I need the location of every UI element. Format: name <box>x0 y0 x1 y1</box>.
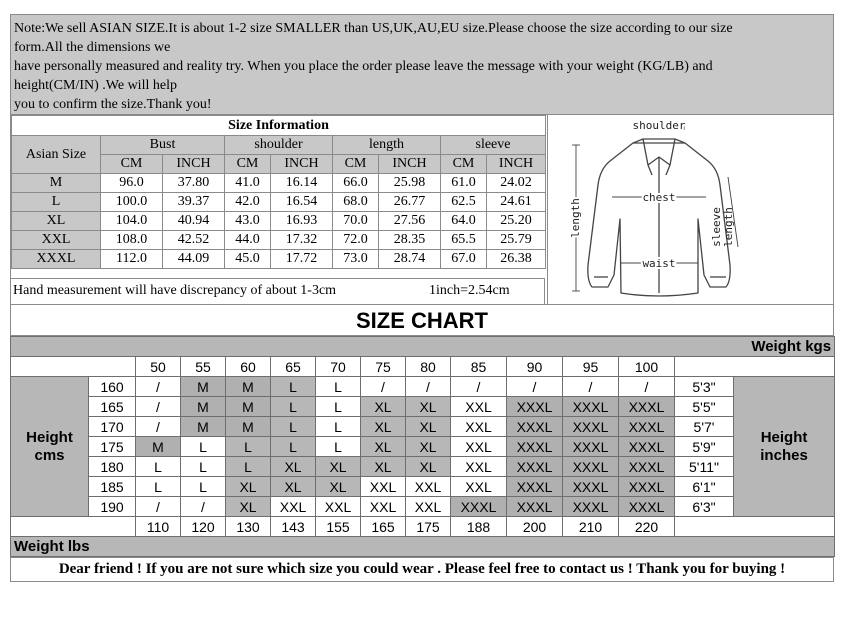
size-cell: XXL <box>451 417 507 437</box>
size-value: 17.72 <box>271 250 333 269</box>
height-row <box>11 497 835 517</box>
size-information-title: Size Information <box>12 116 546 136</box>
size-value: 100.0 <box>101 193 163 212</box>
measurement-note <box>11 278 545 304</box>
size-cell: XL <box>361 437 406 457</box>
size-row <box>12 250 546 269</box>
size-cell: XXXL <box>451 497 507 517</box>
note-line: form.All the dimensions we <box>14 40 171 55</box>
size-cell: XXL <box>361 497 406 517</box>
size-cell: XXXL <box>619 397 675 417</box>
height-inch-cell: 6'1" <box>675 477 734 497</box>
size-value: 25.79 <box>487 231 546 250</box>
unit-header: INCH <box>487 155 546 174</box>
height-inch-cell: 5'11" <box>675 457 734 477</box>
size-value: 68.0 <box>333 193 379 212</box>
size-cell: M <box>226 417 271 437</box>
size-name: XXXL <box>12 250 101 269</box>
size-value: 72.0 <box>333 231 379 250</box>
shirt-icon <box>588 139 730 296</box>
size-note <box>10 14 834 115</box>
weight-kg-cell: 100 <box>619 357 675 377</box>
diagram-label-sleeve: sleeve <box>710 207 723 247</box>
size-cell: / <box>406 377 451 397</box>
height-inches-label-line1: Height <box>760 428 808 446</box>
size-cell: XXL <box>451 397 507 417</box>
weight-kg-cell: 65 <box>271 357 316 377</box>
weight-kgs-label: Weight kgs <box>11 337 835 357</box>
weight-kg-cell: 90 <box>507 357 563 377</box>
size-cell: XXXL <box>619 417 675 437</box>
size-cell: L <box>316 377 361 397</box>
note-line: you to confirm the size.Thank you! <box>14 97 212 112</box>
size-cell: L <box>316 417 361 437</box>
blank-cell <box>675 517 835 537</box>
size-cell: / <box>136 397 181 417</box>
size-cell: XXL <box>271 497 316 517</box>
size-guide <box>10 14 834 582</box>
contact-footer: Dear friend ! If you are not sure which size you could wear . Please feel free to contact us ! Thank you for buying ! <box>10 557 834 582</box>
note-line: Note:We sell ASIAN SIZE.It is about 1-2 size SMALLER than US,UK,AU,EU size.Please choose the size according to our size <box>14 21 733 36</box>
size-cell: XXXL <box>507 397 563 417</box>
size-cell: L <box>226 437 271 457</box>
size-value: 39.37 <box>163 193 225 212</box>
unit-header: CM <box>101 155 163 174</box>
size-chart-table <box>10 336 835 557</box>
size-cell: XXXL <box>507 457 563 477</box>
size-cell: L <box>316 437 361 457</box>
size-cell: XXXL <box>507 417 563 437</box>
size-cell: / <box>451 377 507 397</box>
size-cell: XXXL <box>563 417 619 437</box>
height-row <box>11 397 835 417</box>
size-value: 16.14 <box>271 174 333 193</box>
size-cell: / <box>361 377 406 397</box>
shirt-diagram-svg <box>548 115 834 304</box>
size-value: 64.0 <box>441 212 487 231</box>
size-name: M <box>12 174 101 193</box>
height-row <box>11 377 835 397</box>
size-cell: / <box>619 377 675 397</box>
height-cm-cell: 160 <box>89 377 136 397</box>
height-cm-cell: 175 <box>89 437 136 457</box>
size-name: L <box>12 193 101 212</box>
size-cell: M <box>226 377 271 397</box>
weight-kg-cell: 85 <box>451 357 507 377</box>
size-cell: XL <box>406 437 451 457</box>
size-cell: M <box>181 417 226 437</box>
size-cell: XXL <box>451 437 507 457</box>
size-value: 45.0 <box>225 250 271 269</box>
size-cell: / <box>507 377 563 397</box>
group-header-bust: Bust <box>101 136 225 155</box>
weight-lb-cell: 155 <box>316 517 361 537</box>
size-value: 44.0 <box>225 231 271 250</box>
size-cell: XXL <box>406 497 451 517</box>
asian-size-header: Asian Size <box>12 136 101 174</box>
diagram-label-chest: chest <box>642 191 676 204</box>
height-inches-label-line2: inches <box>760 446 808 464</box>
size-value: 42.0 <box>225 193 271 212</box>
size-name: XXL <box>12 231 101 250</box>
weight-kg-cell: 80 <box>406 357 451 377</box>
diagram-label-waist: waist <box>642 257 676 270</box>
size-value: 104.0 <box>101 212 163 231</box>
size-cell: XL <box>406 417 451 437</box>
size-row <box>12 231 546 250</box>
size-value: 112.0 <box>101 250 163 269</box>
inch-conversion-note: 1inch=2.54cm <box>429 283 510 298</box>
size-value: 61.0 <box>441 174 487 193</box>
size-value: 26.38 <box>487 250 546 269</box>
size-cell: XL <box>361 397 406 417</box>
unit-header: INCH <box>163 155 225 174</box>
size-cell: M <box>136 437 181 457</box>
height-row <box>11 437 835 457</box>
size-value: 96.0 <box>101 174 163 193</box>
size-row <box>12 193 546 212</box>
size-value: 16.93 <box>271 212 333 231</box>
size-value: 40.94 <box>163 212 225 231</box>
weight-lb-cell: 110 <box>136 517 181 537</box>
size-cell: / <box>563 377 619 397</box>
size-information-rows <box>12 174 546 269</box>
size-value: 65.5 <box>441 231 487 250</box>
size-cell: XXXL <box>619 497 675 517</box>
size-value: 42.52 <box>163 231 225 250</box>
size-value: 66.0 <box>333 174 379 193</box>
size-cell: XL <box>361 457 406 477</box>
size-value: 25.98 <box>379 174 441 193</box>
size-chart-title: SIZE CHART <box>10 304 834 336</box>
size-name: XL <box>12 212 101 231</box>
weight-lb-cell: 143 <box>271 517 316 537</box>
size-cell: L <box>316 397 361 417</box>
size-cell: XXL <box>361 477 406 497</box>
group-header-length: length <box>333 136 441 155</box>
size-value: 24.61 <box>487 193 546 212</box>
size-value: 26.77 <box>379 193 441 212</box>
group-header-sleeve: sleeve <box>441 136 546 155</box>
size-value: 43.0 <box>225 212 271 231</box>
weight-lb-cell: 165 <box>361 517 406 537</box>
height-inch-cell: 5'9" <box>675 437 734 457</box>
note-line: height(CM/IN) .We will help <box>14 78 177 93</box>
weight-kg-cell: 95 <box>563 357 619 377</box>
weight-lb-cell: 220 <box>619 517 675 537</box>
size-cell: M <box>181 397 226 417</box>
diagram-label-sleeve-length: length <box>722 207 735 247</box>
size-cell: XXXL <box>619 437 675 457</box>
size-value: 24.02 <box>487 174 546 193</box>
unit-header: CM <box>333 155 379 174</box>
weight-kg-cell: 50 <box>136 357 181 377</box>
size-cell: XL <box>406 457 451 477</box>
height-inch-cell: 5'5" <box>675 397 734 417</box>
size-cell: XXXL <box>507 477 563 497</box>
size-cell: XL <box>316 477 361 497</box>
weight-kg-cell: 75 <box>361 357 406 377</box>
size-value: 27.56 <box>379 212 441 231</box>
size-cell: XXXL <box>619 457 675 477</box>
weight-lb-cell: 188 <box>451 517 507 537</box>
height-row <box>11 417 835 437</box>
size-cell: XXXL <box>563 457 619 477</box>
size-value: 28.35 <box>379 231 441 250</box>
size-cell: XL <box>406 397 451 417</box>
diagram-label-shoulder: shoulder <box>632 119 686 132</box>
size-cell: L <box>181 437 226 457</box>
size-cell: XL <box>271 457 316 477</box>
height-inch-cell: 6'3" <box>675 497 734 517</box>
size-value: 70.0 <box>333 212 379 231</box>
height-cm-cell: 185 <box>89 477 136 497</box>
blank-cell <box>11 357 136 377</box>
height-cm-cell: 170 <box>89 417 136 437</box>
size-cell: L <box>271 437 316 457</box>
weight-lb-cell: 200 <box>507 517 563 537</box>
size-cell: L <box>271 417 316 437</box>
size-value: 44.09 <box>163 250 225 269</box>
height-inch-cell: 5'7' <box>675 417 734 437</box>
height-cms-label-line2: cms <box>34 446 65 464</box>
shirt-measurement-diagram <box>547 115 834 304</box>
size-cell: L <box>271 397 316 417</box>
size-cell: L <box>136 457 181 477</box>
size-cell: M <box>226 397 271 417</box>
size-value: 73.0 <box>333 250 379 269</box>
size-cell: / <box>136 417 181 437</box>
weight-lbs-label-row <box>11 537 835 557</box>
weight-lbs-label: Weight lbs <box>11 537 835 557</box>
size-cell: M <box>181 377 226 397</box>
size-cell: L <box>226 457 271 477</box>
size-cell: XL <box>271 477 316 497</box>
blank-cell <box>11 517 136 537</box>
size-cell: / <box>136 497 181 517</box>
size-value: 37.80 <box>163 174 225 193</box>
size-cell: L <box>136 477 181 497</box>
note-line: have personally measured and reality try. When you place the order please leave the message with your weight (KG/LB) and <box>14 59 713 74</box>
size-value: 16.54 <box>271 193 333 212</box>
size-row <box>12 174 546 193</box>
size-value: 25.20 <box>487 212 546 231</box>
group-header-shoulder: shoulder <box>225 136 333 155</box>
size-cell: XL <box>226 497 271 517</box>
size-cell: / <box>181 497 226 517</box>
size-cell: XXL <box>451 457 507 477</box>
size-cell: XXXL <box>563 497 619 517</box>
size-value: 28.74 <box>379 250 441 269</box>
weight-kg-cell: 55 <box>181 357 226 377</box>
size-cell: / <box>136 377 181 397</box>
size-cell: XXXL <box>563 437 619 457</box>
size-cell: XL <box>316 457 361 477</box>
size-cell: XXXL <box>507 437 563 457</box>
weight-lb-cell: 120 <box>181 517 226 537</box>
weight-lb-cell: 130 <box>226 517 271 537</box>
size-cell: XXL <box>316 497 361 517</box>
size-cell: XL <box>226 477 271 497</box>
size-cell: XXXL <box>507 497 563 517</box>
size-value: 17.32 <box>271 231 333 250</box>
size-information-section <box>10 115 834 304</box>
unit-header: INCH <box>271 155 333 174</box>
weight-kg-cell: 70 <box>316 357 361 377</box>
size-cell: XXXL <box>619 477 675 497</box>
hand-measurement-note: Hand measurement will have discrepancy of about 1-3cm <box>13 283 337 298</box>
size-value: 41.0 <box>225 174 271 193</box>
size-row <box>12 212 546 231</box>
weight-kgs-row <box>11 357 835 377</box>
height-inch-cell: 5'3" <box>675 377 734 397</box>
height-cm-cell: 190 <box>89 497 136 517</box>
unit-header: INCH <box>379 155 441 174</box>
size-cell: XL <box>361 417 406 437</box>
size-cell: XXXL <box>563 477 619 497</box>
size-value: 67.0 <box>441 250 487 269</box>
height-inches-label <box>734 377 835 517</box>
height-cms-label-line1: Height <box>26 428 73 446</box>
size-cell: XXL <box>451 477 507 497</box>
height-row <box>11 477 835 497</box>
weight-lbs-row <box>11 517 835 537</box>
size-value: 62.5 <box>441 193 487 212</box>
height-cm-cell: 180 <box>89 457 136 477</box>
unit-header: CM <box>441 155 487 174</box>
size-cell: L <box>181 457 226 477</box>
size-cell: XXL <box>406 477 451 497</box>
blank-cell <box>675 357 835 377</box>
height-cms-label <box>11 377 89 517</box>
size-value: 108.0 <box>101 231 163 250</box>
height-row <box>11 457 835 477</box>
unit-header: CM <box>225 155 271 174</box>
weight-lb-cell: 210 <box>563 517 619 537</box>
size-chart-body <box>11 337 835 557</box>
size-information-table <box>11 115 546 269</box>
size-cell: L <box>271 377 316 397</box>
diagram-label-length: length <box>569 198 582 238</box>
weight-lb-cell: 175 <box>406 517 451 537</box>
size-cell: XXXL <box>563 397 619 417</box>
weight-kg-cell: 60 <box>226 357 271 377</box>
height-cm-cell: 165 <box>89 397 136 417</box>
size-cell: L <box>181 477 226 497</box>
